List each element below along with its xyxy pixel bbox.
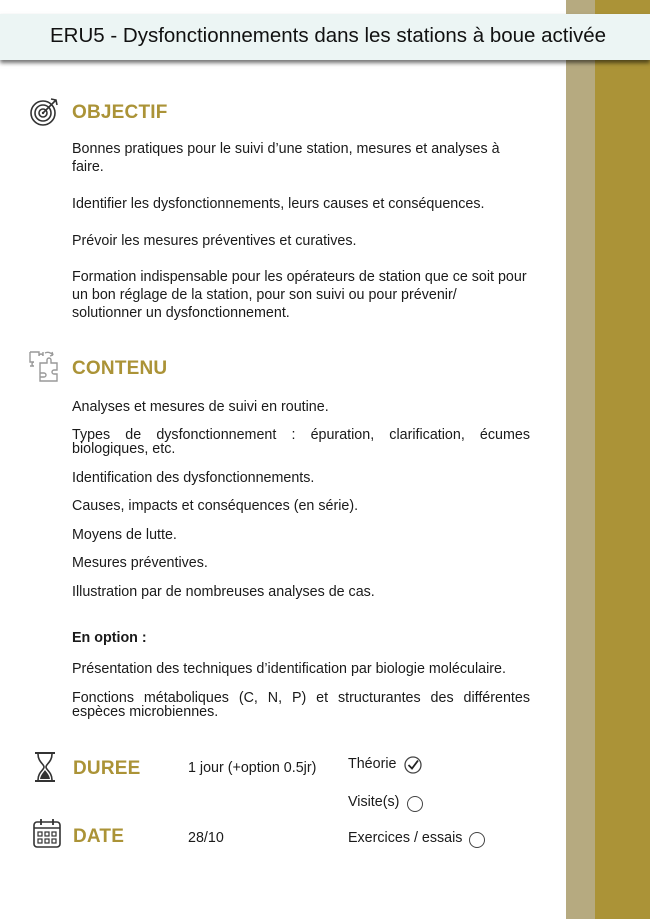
contenu-item: Illustration par de nombreuses analyses de cas. [72, 584, 375, 600]
date-title: DATE [73, 826, 125, 847]
contenu-item: Types de dysfonctionnement : épuration, clarification, écumes biologiques, etc. [72, 427, 530, 457]
date-value: 28/10 [188, 830, 224, 846]
option-item: Fonctions métaboliques (C, N, P) et structurantes des différentes espèces microbiennes. [72, 690, 530, 720]
hourglass-icon [33, 751, 57, 783]
side-band-dark [595, 0, 650, 919]
objectif-paragraph: Bonnes pratiques pour le suivi d’une station, mesures et analyses à faire. [72, 141, 500, 175]
option-heading: En option : [72, 630, 147, 646]
contenu-item: Mesures préventives. [72, 555, 208, 571]
contenu-item: Analyses et mesures de suivi en routine. [72, 399, 329, 415]
contenu-title: CONTENU [72, 358, 168, 379]
objectif-paragraph: Formation indispensable pour les opérateurs de station que ce soit pour un bon réglage de la station, pour son suivi ou pour prévenir/ solutionner un dysfonctionnement. [72, 269, 527, 321]
page-title: ERU5 - Dysfonctionnements dans les stations à boue activée [50, 24, 607, 47]
visites-checkbox[interactable] [407, 796, 423, 812]
puzzle-icon [27, 349, 61, 383]
target-icon [29, 96, 61, 128]
contenu-item: Identification des dysfonctionnements. [72, 470, 315, 486]
theorie-checkbox[interactable] [403, 755, 423, 775]
duree-value: 1 jour (+option 0.5jr) [188, 760, 317, 776]
objectif-paragraph: Identifier les dysfonctionnements, leurs causes et conséquences. [72, 196, 485, 212]
format-label-exercices: Exercices / essais [348, 830, 463, 846]
contenu-item: Causes, impacts et conséquences (en série). [72, 498, 359, 514]
calendar-icon [32, 817, 62, 849]
objectif-title: OBJECTIF [72, 102, 168, 123]
contenu-item: Moyens de lutte. [72, 527, 177, 543]
format-label-visites: Visite(s) [348, 794, 400, 810]
duree-title: DUREE [73, 758, 141, 779]
side-band-light [566, 0, 595, 919]
exercices-checkbox[interactable] [469, 832, 485, 848]
option-item: Présentation des techniques d’identification par biologie moléculaire. [72, 661, 506, 677]
header-bar [0, 14, 650, 60]
objectif-paragraph: Prévoir les mesures préventives et curatives. [72, 233, 357, 249]
format-label-theorie: Théorie [348, 756, 397, 772]
